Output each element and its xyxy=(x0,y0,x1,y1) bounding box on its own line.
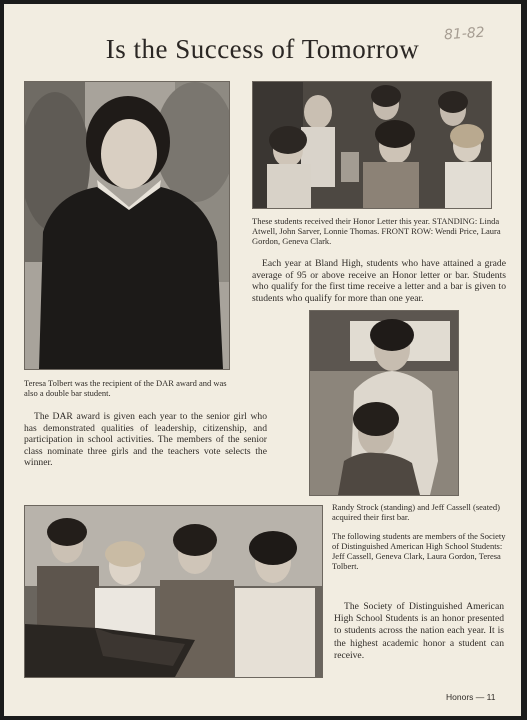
society-paragraph: The Society of Distinguished American High School Students is an honor presented to students across the nation each year. It is the highest academic honor a student can receive. xyxy=(334,601,504,661)
honor-letter-paragraph: Each year at Bland High, students who have attained a grade average of 95 or above receive an Honor letter or bar. Students who qualify for the first time receive a letter and a bar is given to students who qualify for more than one year. xyxy=(252,258,506,304)
handwritten-note: 81-82 xyxy=(443,24,486,44)
honor-letter-caption: These students received their Honor Letter this year. STANDING: Linda Atwell, John Sarver, Lonnie Thomas. FRONT ROW: Wendi Price, Laura Gordon, Geneva Clark. xyxy=(252,216,501,246)
dar-caption: Teresa Tolbert was the recipient of the DAR award and was also a double bar student. xyxy=(24,378,227,398)
honor-letter-group-photo xyxy=(252,81,492,209)
page-footer: Honors — 11 xyxy=(446,692,496,702)
yearbook-page xyxy=(4,4,521,716)
dar-paragraph: The DAR award is given each year to the senior girl who has demonstrated qualities of leadership, citizenship, and participation in school activities. The members of the senior class nominate three girls and the teachers vote selects the winner. xyxy=(24,411,267,469)
society-group-photo xyxy=(24,505,323,678)
dar-recipient-photo xyxy=(24,81,230,370)
society-caption: The following students are members of the Society of Distinguished American High School Students: Jeff Cassell, Geneva Clark, Laura Gordon, Teresa Tolbert. xyxy=(332,531,506,571)
first-bar-caption: Randy Strock (standing) and Jeff Cassell (seated) acquired their first bar. xyxy=(332,502,500,522)
first-bar-photo xyxy=(309,310,459,496)
page-title: Is the Success of Tomorrow xyxy=(105,34,420,64)
